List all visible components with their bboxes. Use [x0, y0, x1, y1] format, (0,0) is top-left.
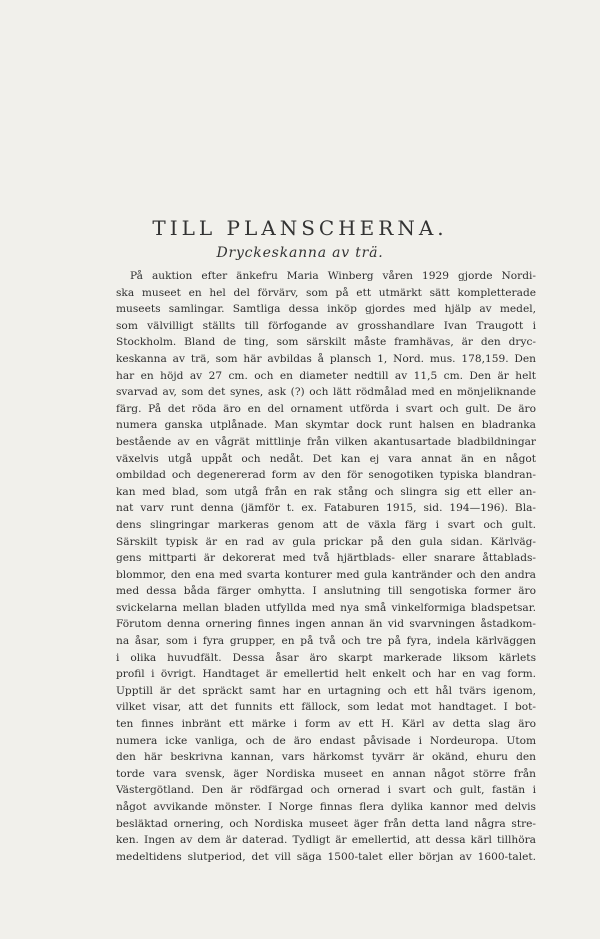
text-line: växelvis utgå uppåt och nedåt. Det kan ej vara annat än en något	[116, 452, 536, 465]
text-line: har en höjd av 27 cm. och en diameter nedtill av 11,5 cm. Den är helt	[116, 369, 536, 382]
text-line: Förutom denna ornering finnes ingen annan än vid svarvningen åstadkom-	[116, 618, 536, 631]
body-text	[116, 268, 536, 865]
text-line: medeltidens slutperiod, det vill säga 1500-talet eller början av 1600-talet.	[116, 850, 536, 863]
text-line: gens mittparti är dekorerat med två hjärtblads- eller snarare åttablads-	[116, 552, 536, 565]
text-line: ken. Ingen av dem är daterad. Tydligt är emellertid, att dessa kärl tillhöra	[116, 834, 536, 847]
text-line: kan med blad, som utgå från en rak stång och slingra sig ett eller an-	[116, 485, 536, 498]
text-line: svarvad av, som det synes, ask (?) och lätt rödmålad med en mönjeliknande	[116, 386, 536, 399]
text-line: keskanna av trä, som här avbildas å plansch 1, Nord. mus. 178,159. Den	[116, 352, 536, 365]
page-title: TILL PLANSCHERNA.	[152, 216, 448, 241]
text-line: På auktion efter änkefru Maria Winberg våren 1929 gjorde Nordi-	[130, 270, 536, 282]
text-line: besläktad ornering, och Nordiska museet äger från detta land några stre-	[116, 817, 536, 830]
text-line: Stockholm. Bland de ting, som särskilt måste framhävas, är den dryc-	[116, 336, 536, 349]
text-line: nat varv runt denna (jämför t. ex. Fataburen 1915, sid. 194—196). Bla-	[116, 502, 536, 515]
text-line: Särskilt typisk är en rad av gula prickar på den gula sidan. Kärlväg-	[116, 535, 536, 548]
text-line: dens slingringar markeras genom att de växla färg i svart och gult.	[116, 518, 536, 531]
text-line: bestående av en vågrät mittlinje från vilken akantusartade bladbildningar	[116, 435, 536, 448]
text-line: färg. På det röda äro en del ornament utförda i svart och gult. De äro	[116, 402, 536, 415]
text-line: numera ganska utplånade. Man skymtar dock runt halsen en bladranka	[116, 419, 536, 432]
text-line: svickelarna mellan bladen utfyllda med nya små vinkelformiga bladspetsar.	[116, 601, 536, 614]
text-line: ten finnes inbränt ett märke i form av ett H. Kärl av detta slag äro	[116, 718, 536, 731]
section-subtitle: Dryckeskanna av trä.	[216, 245, 384, 261]
text-line: torde vara svensk, äger Nordiska museet en annan något större från	[116, 767, 536, 780]
text-line: den här beskrivna kannan, vars härkomst tyvärr är okänd, ehuru den	[116, 751, 536, 764]
text-line: blommor, den ena med svarta konturer med gula kantränder och den andra	[116, 568, 536, 581]
text-line: i olika huvudfält. Dessa åsar äro skarpt markerade liksom kärlets	[116, 651, 536, 664]
text-line: museets samlingar. Samtliga dessa inköp gjordes med hjälp av medel,	[116, 303, 536, 316]
text-line: Upptill är det spräckt samt har en urtagning och ett hål tvärs igenom,	[116, 684, 536, 697]
text-line: som välvilligt ställts till förfogande av grosshandlare Ivan Traugott i	[116, 319, 536, 332]
text-line: med dessa båda färger omhytta. I anslutning till sengotiska former äro	[116, 585, 536, 598]
text-line: vilket visar, att det funnits ett fällock, som ledat mot handtaget. I bot-	[116, 701, 536, 714]
text-line: profil i övrigt. Handtaget är emellertid helt enkelt och har en vag form.	[116, 668, 536, 681]
text-line: na åsar, som i fyra grupper, en på två och tre på fyra, indela kärlväggen	[116, 635, 536, 648]
text-line: Västergötland. Den är rödfärgad och ornerad i svart och gult, fastän i	[116, 784, 536, 797]
text-line: numera icke vanliga, och de äro endast påvisade i Nordeuropa. Utom	[116, 734, 536, 747]
text-line: något avvikande mönster. I Norge finnas flera dylika kannor med delvis	[116, 801, 536, 813]
text-line: ska museet en hel del förvärv, som på ett utmärkt sätt kompletterade	[116, 286, 536, 299]
text-line: ombildad och degenererad form av den för senogotiken typiska blandran-	[116, 469, 536, 482]
